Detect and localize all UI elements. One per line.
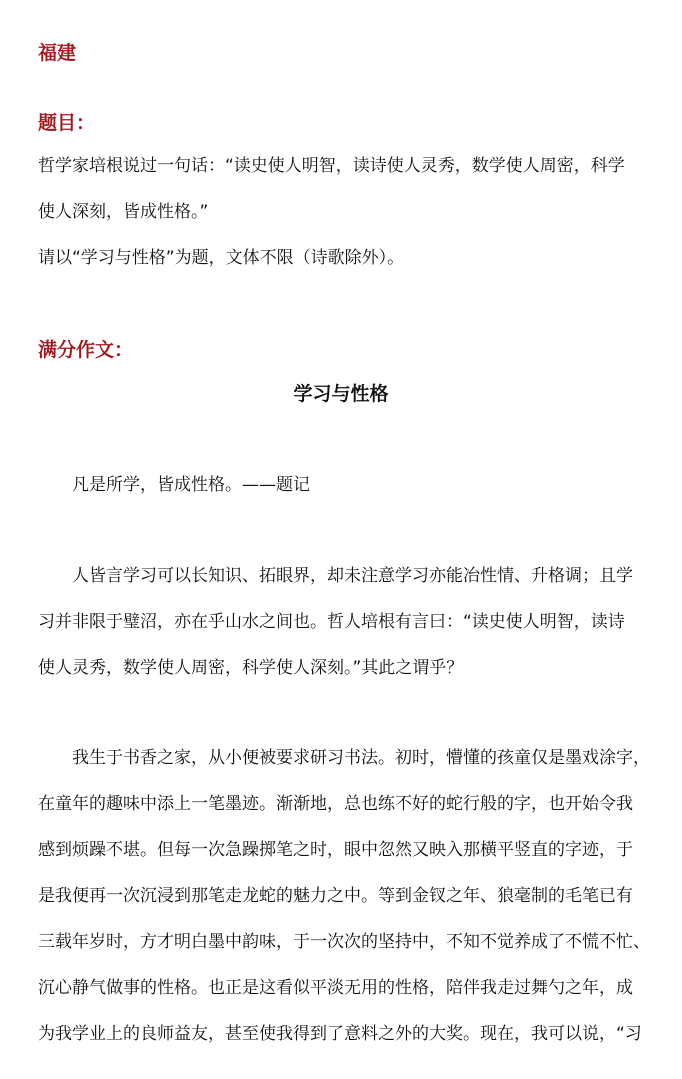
paragraph-line: 感到烦躁不堪。但每一次急躁掷笔之时，眼中忽然又映入那横平竖直的字迹，于	[38, 840, 633, 860]
essay-heading: 满分作文：	[38, 339, 134, 361]
prompt-line: 哲学家培根说过一句话：“读史使人明智，读诗使人灵秀，数学使人周密，科学	[38, 156, 625, 176]
paragraph-line: 三载年岁时，方才明白墨中韵味，于一次次的坚持中，不知不觉养成了不慌不忙、	[38, 932, 650, 952]
essay-title: 学习与性格	[293, 383, 389, 405]
essay-paragraph-1	[38, 553, 646, 691]
region-heading: 福建	[38, 42, 77, 64]
paragraph-line: 人皆言学习可以长知识、拓眼界，却未注意学习亦能冶性情、升格调；且学	[72, 566, 633, 586]
paragraph-line: 使人灵秀，数学使人周密，科学使人深刻。”其此之谓乎？	[38, 658, 464, 678]
essay-paragraph-2	[38, 735, 650, 1057]
epigraph-text: 凡是所学，皆成性格。——题记	[72, 475, 310, 495]
prompt-line: 使人深刻，皆成性格。”	[38, 202, 209, 222]
prompt-text	[38, 143, 646, 281]
paragraph-line: 沉心静气做事的性格。也正是这看似平淡无用的性格，陪伴我走过舞勺之年，成	[38, 978, 633, 998]
paragraph-line: 为我学业上的良师益友，甚至使我得到了意料之外的大奖。现在，我可以说，“习	[38, 1024, 642, 1044]
paragraph-line: 我生于书香之家，从小便被要求研习书法。初时，懵懂的孩童仅是墨戏涂字，	[72, 748, 650, 768]
paragraph-line: 习并非限于璧沼，亦在乎山水之间也。哲人培根有言曰：“读史使人明智，读诗	[38, 612, 625, 632]
epigraph	[38, 462, 646, 508]
paragraph-line: 是我便再一次沉浸到那笔走龙蛇的魅力之中。等到金钗之年、狼毫制的毛笔已有	[38, 886, 633, 906]
prompt-line: 请以“学习与性格”为题，文体不限（诗歌除外）。	[38, 248, 405, 268]
prompt-heading: 题目：	[38, 112, 96, 134]
paragraph-line: 在童年的趣味中添上一笔墨迹。渐渐地，总也练不好的蛇行般的字，也开始令我	[38, 794, 633, 814]
